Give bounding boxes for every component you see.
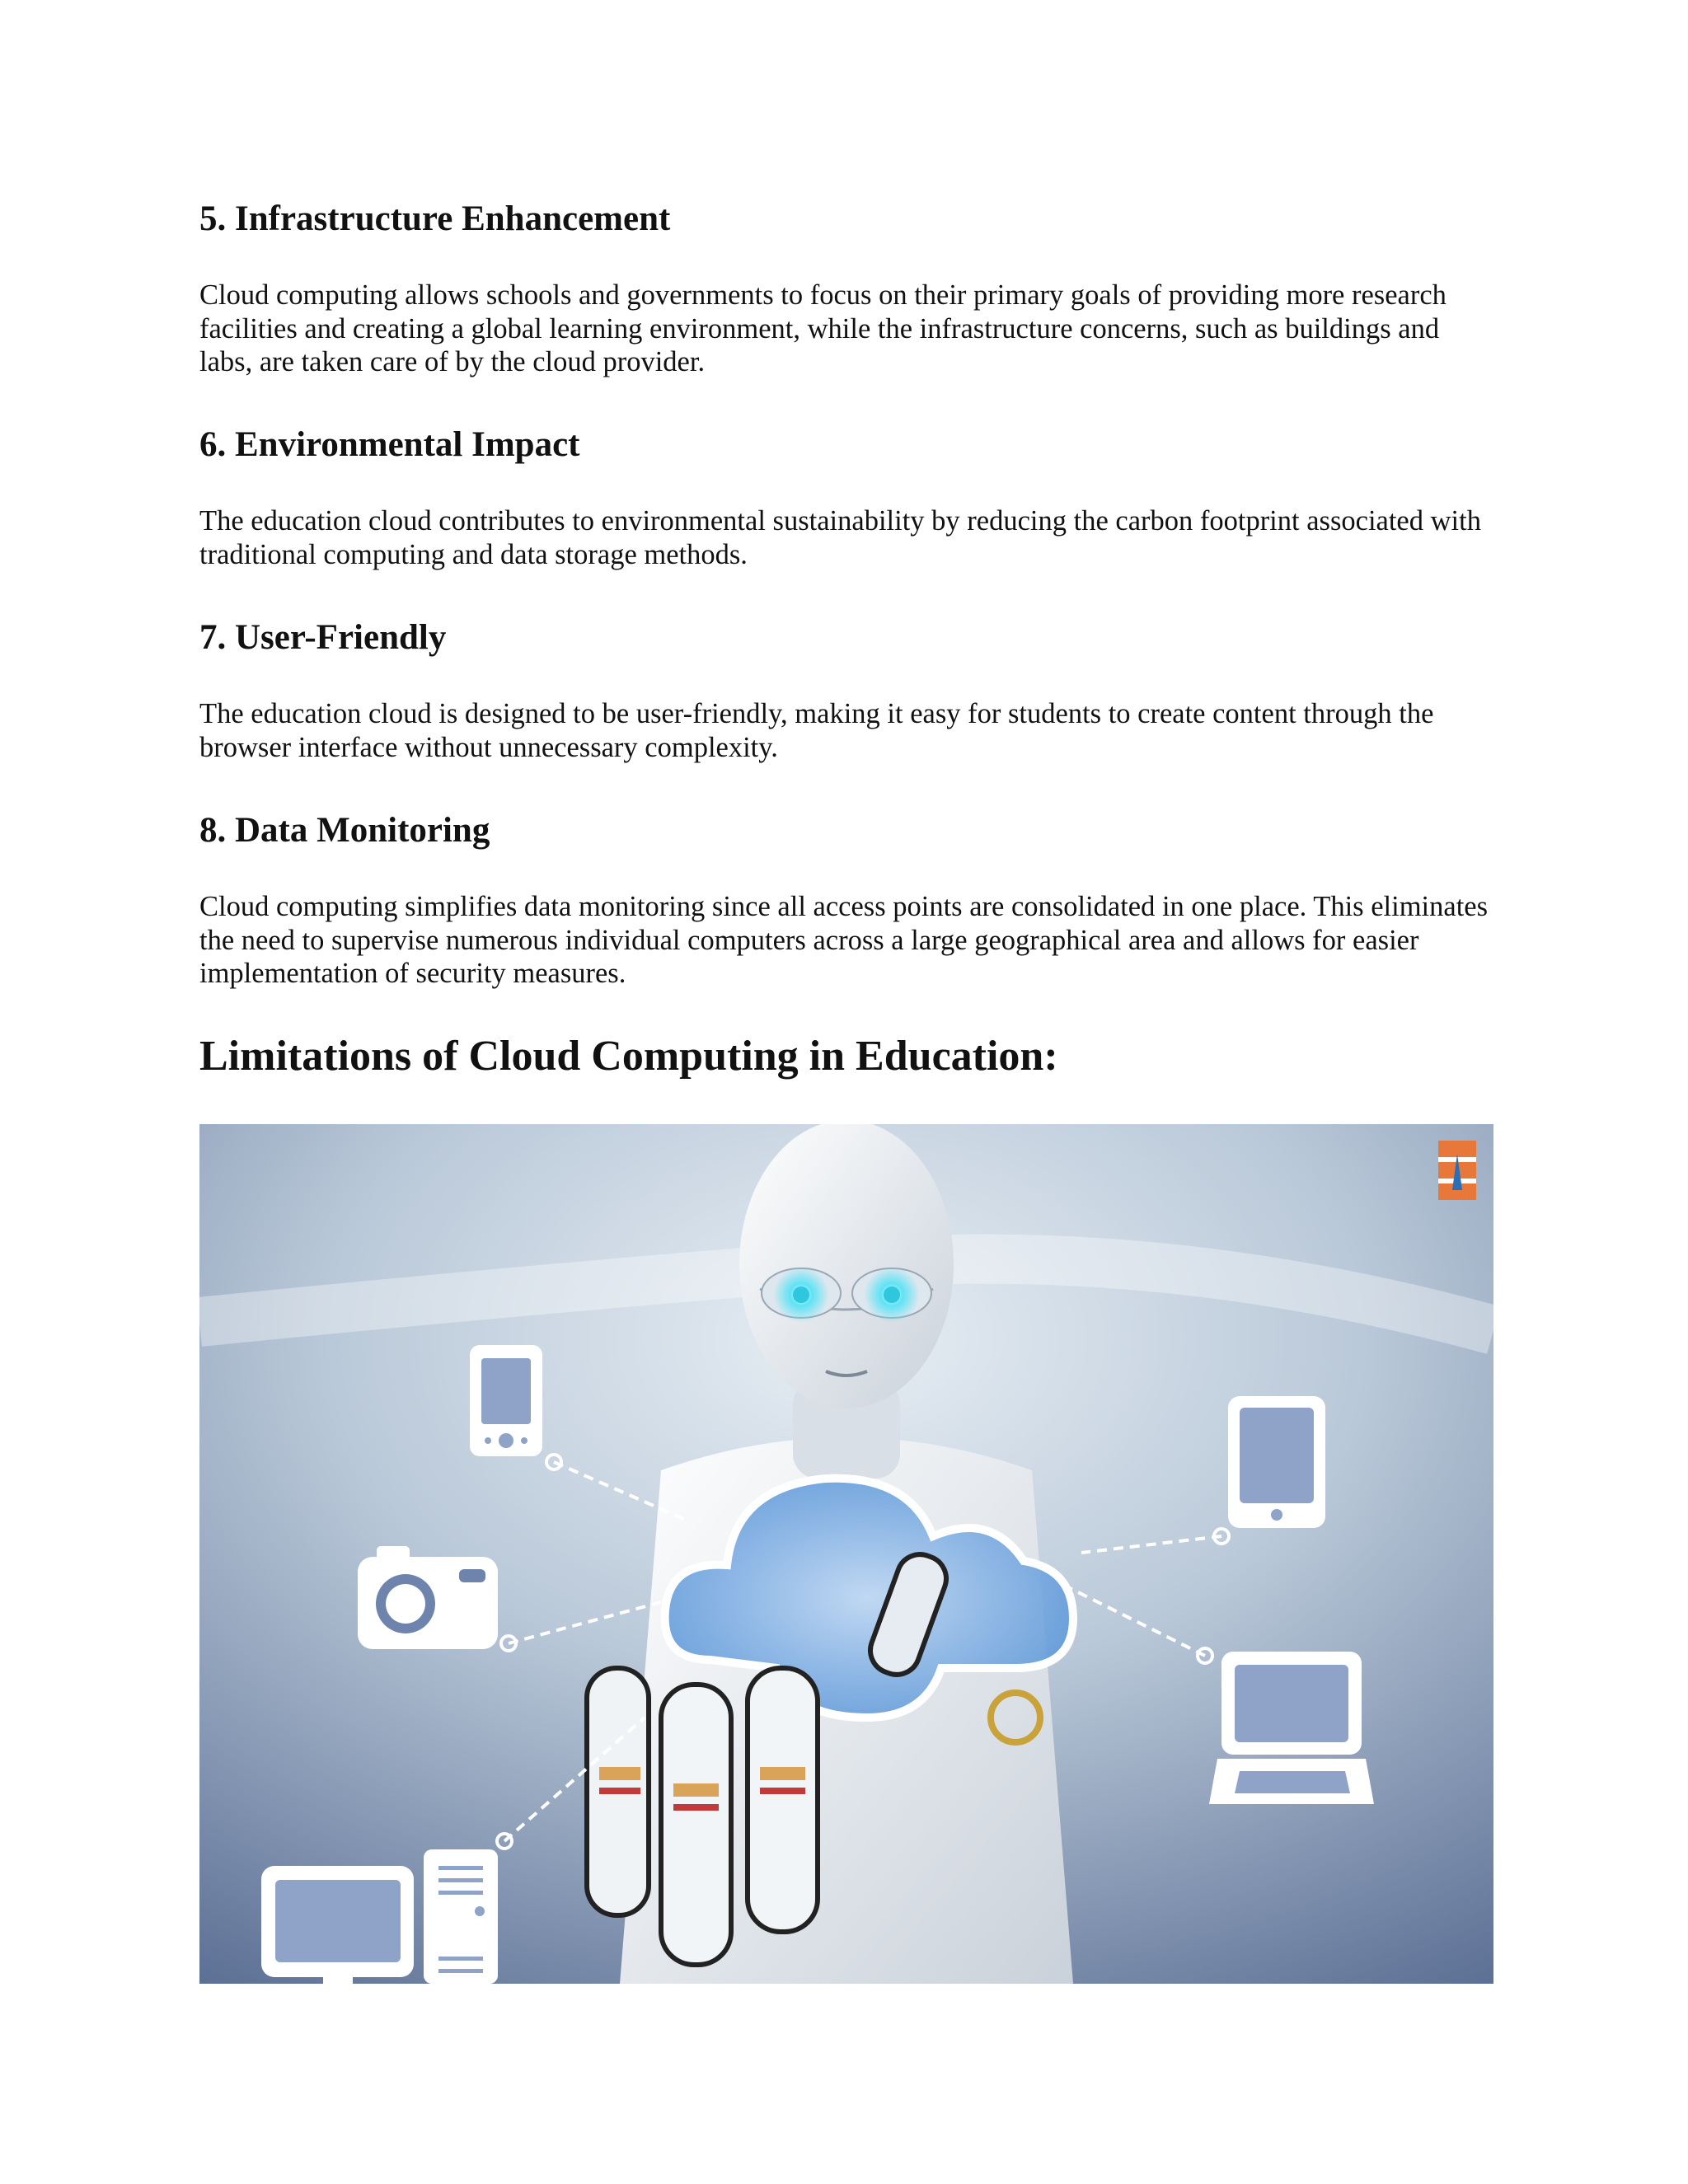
section-body-data-monitoring: Cloud computing simplifies data monitoring since all access points are consolidated in one place. This eliminates the need to supervise numerous individual computers across a large geographical area and allows for easier implementation of security measures.	[199, 891, 1489, 989]
section-body-environmental: The education cloud contributes to environmental sustainability by reducing the carbon footprint associated with traditional computing and data storage methods.	[199, 505, 1481, 570]
logo-icon	[1438, 1141, 1476, 1200]
tablet-icon	[1228, 1396, 1325, 1528]
section-body-infrastructure: Cloud computing allows schools and governments to focus on their primary goals of providing more research facilities and creating a global learning environment, while the infrastructure concerns, such as buildings and labs, are taken care of by the cloud provider.	[199, 279, 1447, 377]
cloud-robot-illustration	[199, 1124, 1493, 1984]
desktop-monitor-icon	[261, 1866, 414, 1984]
section-heading-data-monitoring: 8. Data Monitoring	[199, 811, 490, 850]
section-heading-infrastructure: 5. Infrastructure Enhancement	[199, 199, 671, 238]
section-heading-environmental: 6. Environmental Impact	[199, 425, 580, 464]
camera-icon	[358, 1546, 498, 1649]
section-heading-user-friendly: 7. User-Friendly	[199, 618, 447, 657]
laptop-icon	[1209, 1652, 1374, 1804]
limitations-heading: Limitations of Cloud Computing in Education:	[199, 1033, 1058, 1080]
section-body-user-friendly: The education cloud is designed to be user-friendly, making it easy for students to create content through the browser interface without unnecessary complexity.	[199, 698, 1434, 763]
server-tower-icon	[424, 1849, 498, 1984]
smartphone-icon	[470, 1345, 542, 1456]
